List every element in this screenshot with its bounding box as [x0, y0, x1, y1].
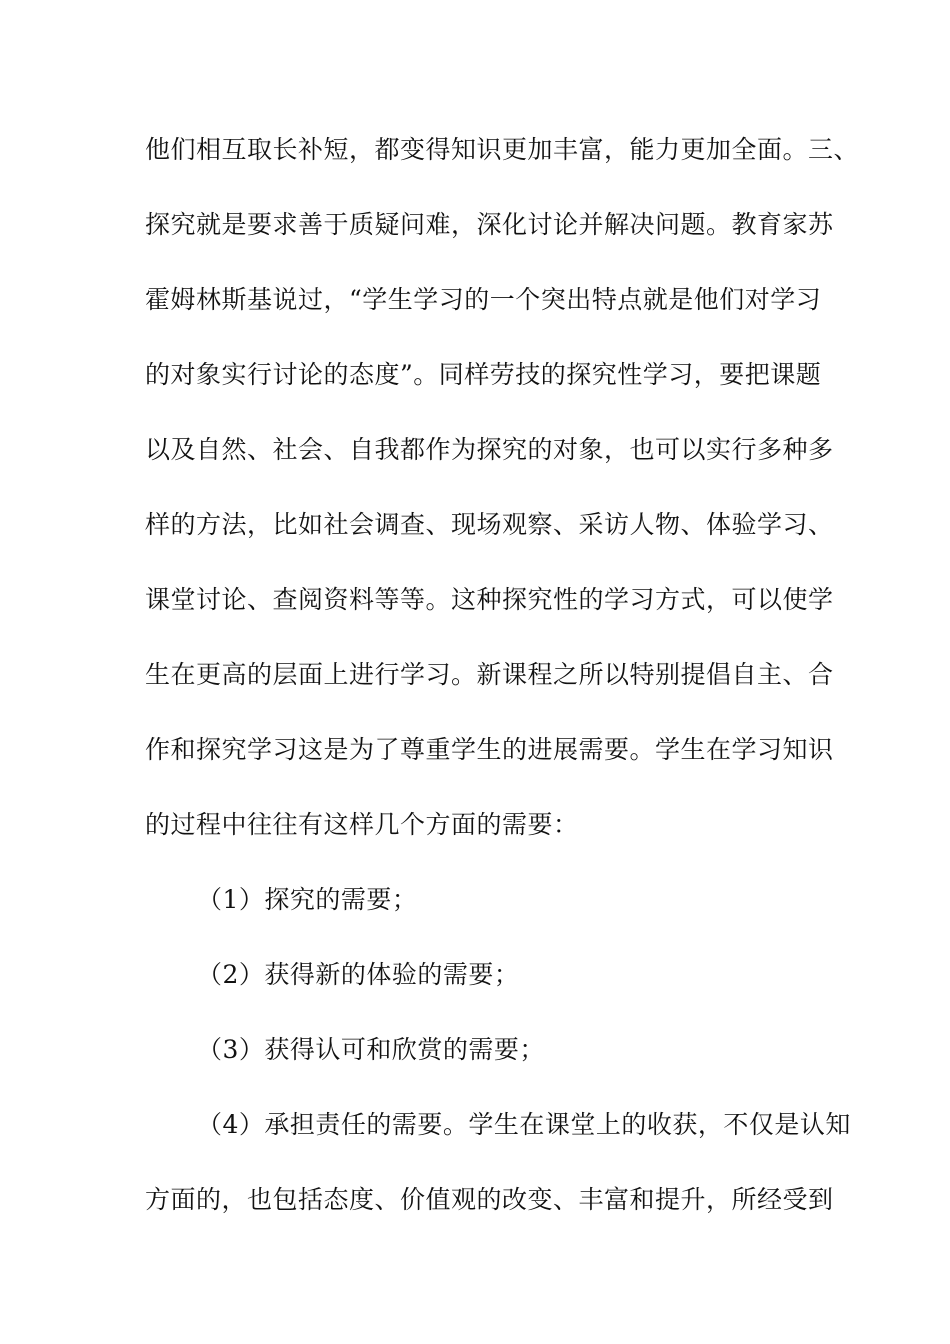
list-item: （3）获得认可和欣赏的需要；	[197, 1035, 545, 1064]
text-line: 的过程中往往有这样几个方面的需要：	[145, 810, 579, 839]
text-line: 课堂讨论、查阅资料等等。这种探究性的学习方式，可以使学	[145, 585, 834, 614]
text-line: 他们相互取长补短，都变得知识更加丰富，能力更加全面。三、	[145, 135, 860, 164]
text-line: 方面的，也包括态度、价值观的改变、丰富和提升，所经受到	[145, 1185, 834, 1214]
text-line: 的对象实行讨论的态度”。同样劳技的探究性学习，要把课题	[145, 360, 822, 389]
text-line: 作和探究学习这是为了尊重学生的进展需要。学生在学习知识	[145, 735, 834, 764]
list-item: （1）探究的需要；	[197, 885, 418, 914]
text-line: 霍姆林斯基说过，“学生学习的一个突出特点就是他们对学习	[145, 285, 822, 314]
text-line: 生在更高的层面上进行学习。新课程之所以特别提倡自主、合	[145, 660, 834, 689]
text-line: 样的方法，比如社会调查、现场观察、采访人物、体验学习、	[145, 510, 834, 539]
text-line: 以及自然、社会、自我都作为探究的对象，也可以实行多种多	[145, 435, 834, 464]
list-item: （2）获得新的体验的需要；	[197, 960, 520, 989]
list-item: （4）承担责任的需要。学生在课堂上的收获，不仅是认知	[197, 1110, 851, 1139]
text-line: 探究就是要求善于质疑问难，深化讨论并解决问题。教育家苏	[145, 210, 834, 239]
